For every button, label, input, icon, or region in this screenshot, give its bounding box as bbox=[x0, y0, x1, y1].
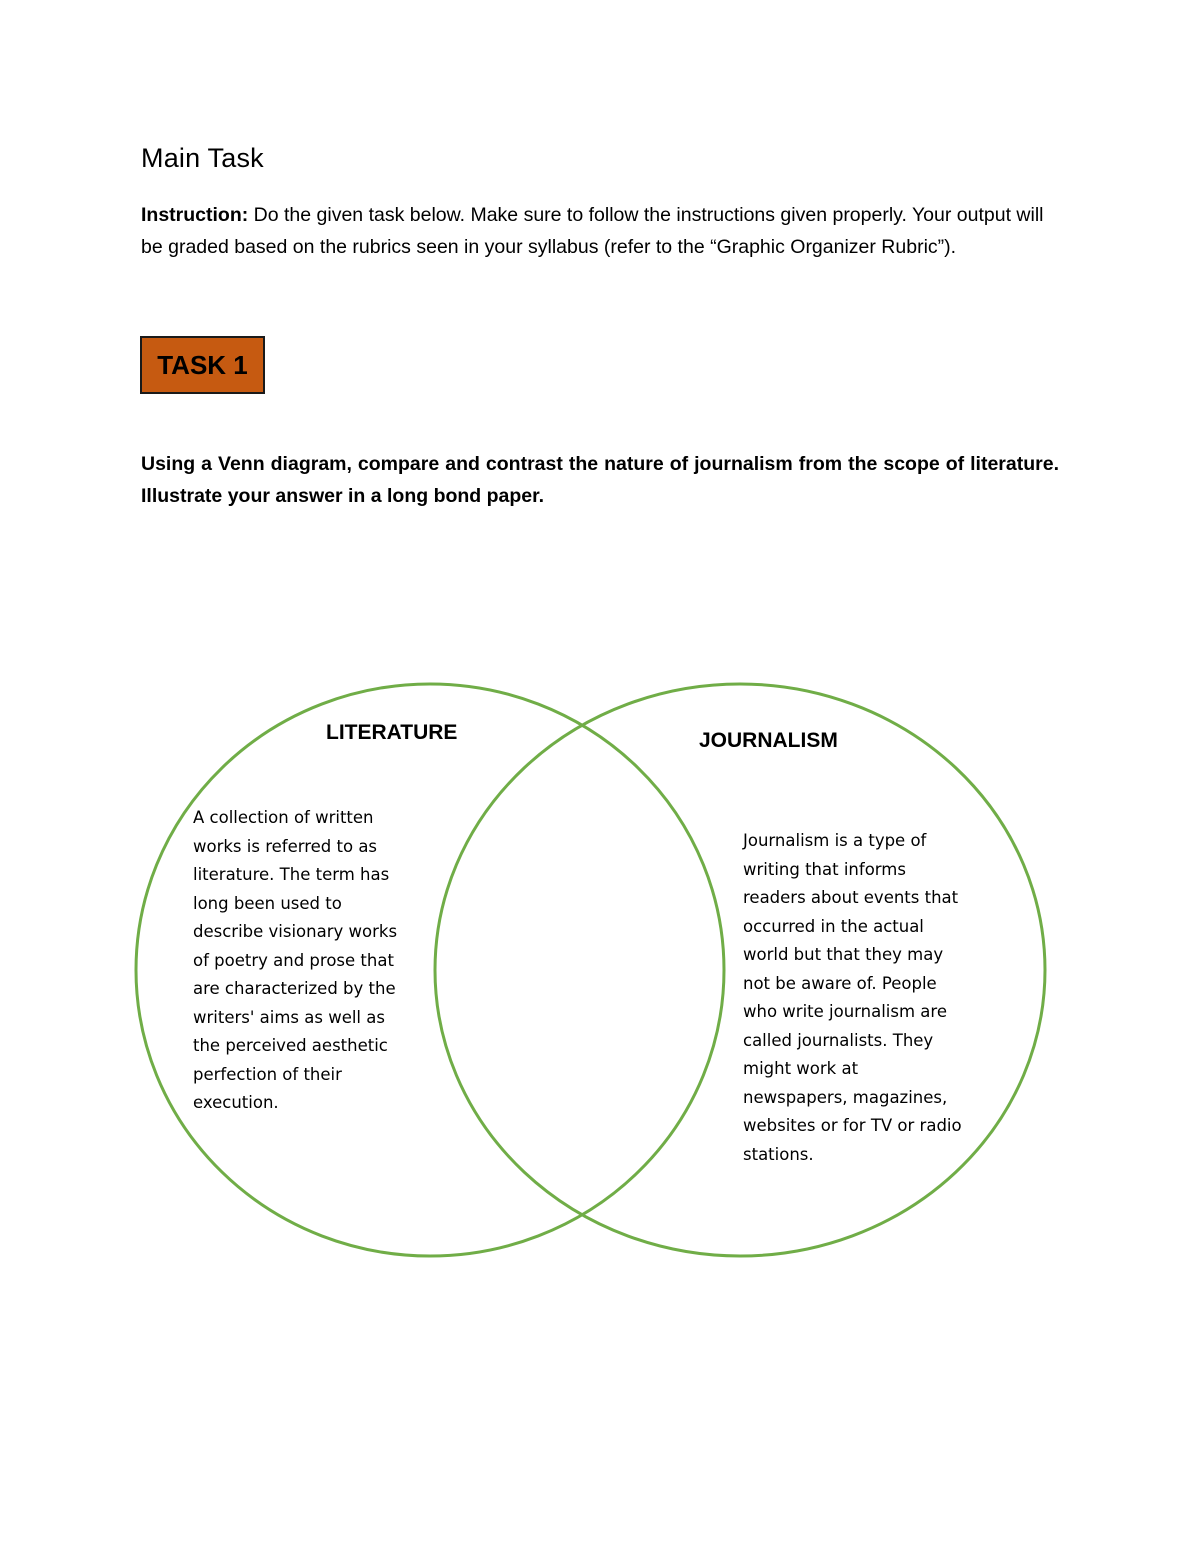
task-prompt: Using a Venn diagram, compare and contrast the nature of journalism from the scope of literature. Illustrate your answer in a long bond paper. bbox=[141, 453, 1059, 507]
instruction-paragraph bbox=[141, 200, 1066, 263]
journalism-label: JOURNALISM bbox=[699, 729, 838, 752]
literature-description: A collection of written works is referred to as literature. The term has long been used to describe visionary works of poetry and prose that are characterized by the writers' aims as well as the perceived aesthetic perfection of their execution. bbox=[193, 808, 398, 1112]
instruction-text: Do the given task below. Make sure to follow the instructions given properly. Your output will be graded based on the rubrics seen in your syllabus (refer to the “Graphic Organizer Rubric”). bbox=[141, 204, 1044, 258]
journalism-description: Journalism is a type of writing that informs readers about events that occurred in the actual world but that they may not be aware of. People who write journalism are called journalists. They might work at newspapers, magazines, websites or for TV or radio stations. bbox=[743, 831, 962, 1164]
literature-label: LITERATURE bbox=[326, 721, 458, 744]
instruction-label: Instruction: bbox=[141, 204, 249, 226]
page-title: Main Task bbox=[141, 143, 264, 173]
task-badge: TASK 1 bbox=[140, 336, 265, 394]
